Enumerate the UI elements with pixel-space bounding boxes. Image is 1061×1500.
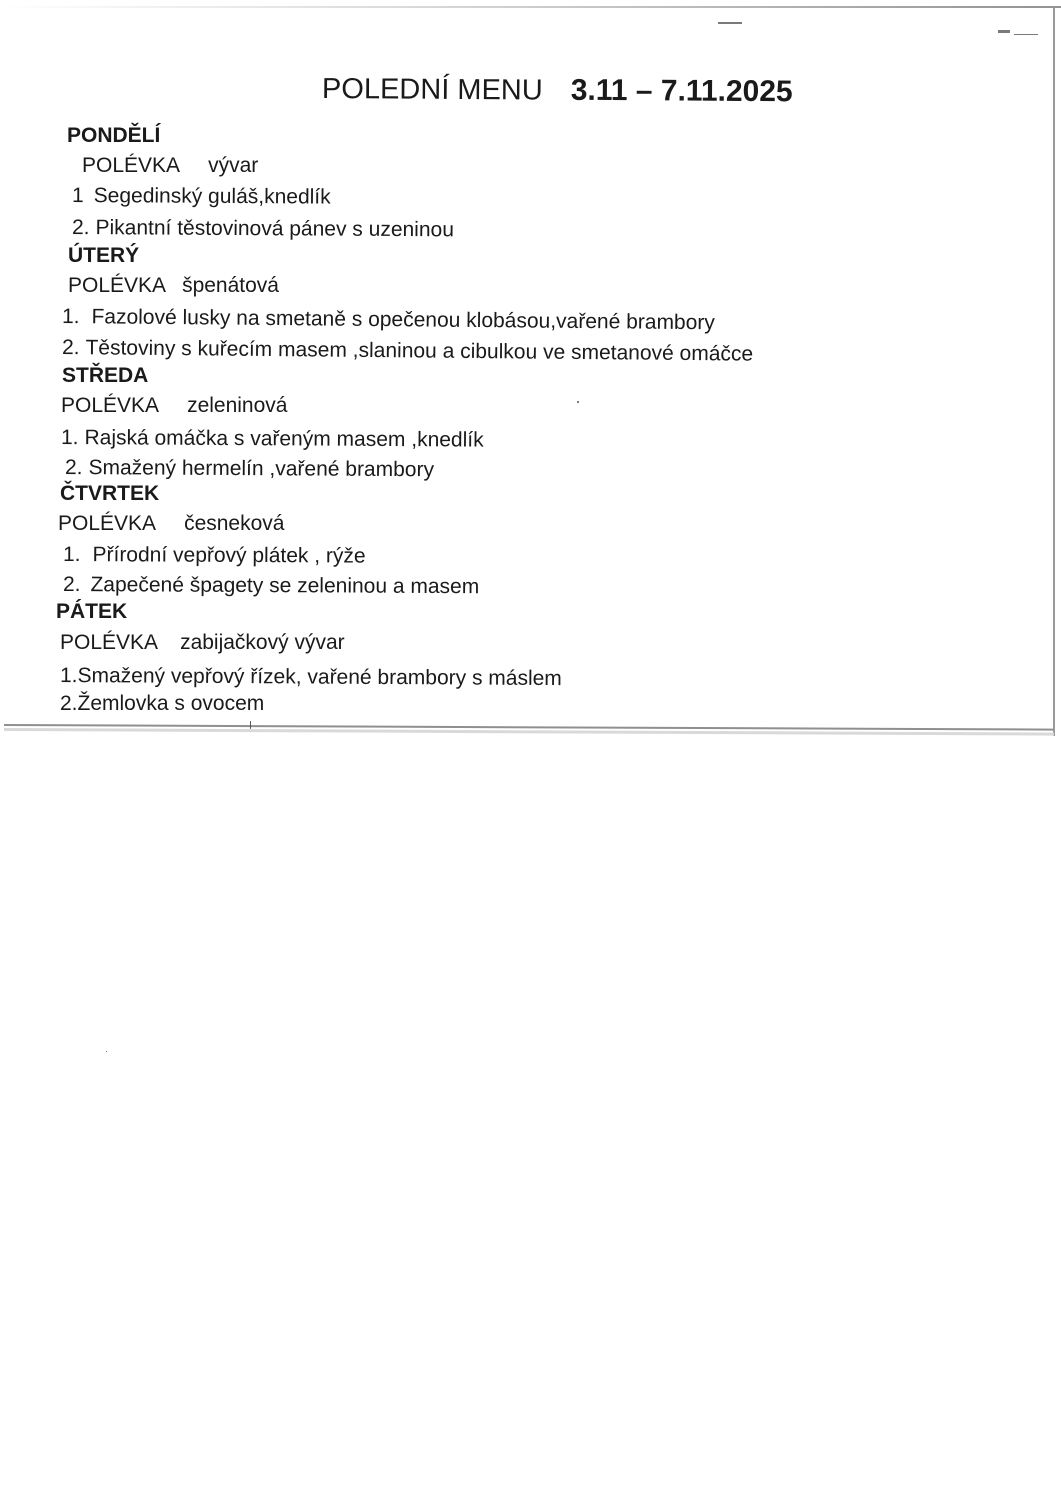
dish-number: 1. [59, 664, 78, 688]
dish-text: Přírodní vepřový plátek , rýže [92, 543, 366, 568]
dish-text: Smažený vepřový řízek, vařené brambory s máslem [77, 664, 562, 691]
day-heading-monday: PONDĚLÍ [67, 124, 161, 147]
soup-label: POLÉVKA [60, 631, 159, 654]
soup-label: POLÉVKA [58, 512, 157, 535]
paper-top-edge [0, 6, 1061, 8]
day-heading-tuesday: ÚTERÝ [68, 244, 140, 267]
dish-text: Segedinský guláš,knedlík [93, 184, 331, 209]
dish-number: 2. [60, 692, 78, 715]
dish-row-wednesday-1 [61, 426, 484, 453]
dish-row-monday-1 [72, 184, 331, 210]
soup-label: POLÉVKA [82, 154, 181, 177]
dish-number: 2. [64, 456, 83, 480]
menu-title [322, 72, 793, 109]
dish-row-friday-1 [60, 664, 562, 691]
dish-number: 1. [60, 426, 79, 450]
soup-row-thursday [58, 512, 284, 536]
scan-speck [106, 1051, 107, 1052]
dish-text: Zapečené špagety se zeleninou a masem [90, 573, 480, 599]
scan-mark [998, 30, 1010, 33]
soup-value: vývar [208, 154, 259, 177]
dish-number: 2. [71, 216, 90, 240]
dish-text: Žemlovka s ovocem [77, 692, 265, 715]
scan-speck [250, 721, 251, 729]
dish-row-wednesday-2 [65, 456, 434, 482]
dish-number: 1 [71, 184, 84, 208]
soup-label: POLÉVKA [68, 274, 167, 297]
soup-value: česneková [184, 512, 285, 535]
soup-row-friday [60, 631, 345, 655]
soup-row-wednesday [61, 394, 287, 418]
soup-row-monday [82, 154, 258, 178]
dish-text: Smažený hermelín ,vařené brambory [88, 456, 435, 482]
dish-number: 1. [62, 543, 81, 567]
dish-number: 2. [61, 336, 80, 360]
dish-row-tuesday-2 [62, 336, 753, 367]
dish-row-thursday-1 [63, 543, 366, 569]
scan-mark [718, 22, 742, 24]
soup-label: POLÉVKA [61, 394, 160, 417]
soup-row-tuesday [68, 274, 279, 298]
dish-row-friday-2 [60, 692, 264, 716]
day-heading-friday: PÁTEK [56, 600, 128, 623]
dish-text: Pikantní těstovinová pánev s uzeninou [95, 216, 454, 242]
dish-number: 2. [62, 573, 81, 597]
soup-value: špenátová [182, 274, 279, 297]
dish-row-thursday-2 [63, 573, 479, 599]
day-heading-wednesday: STŘEDA [62, 364, 149, 387]
soup-value: zabijačkový vývar [180, 631, 345, 654]
dish-text: Rajská omáčka s vařeným masem ,knedlík [84, 426, 484, 452]
dish-row-tuesday-1 [62, 305, 715, 335]
scan-speck [577, 401, 579, 403]
menu-date-range: 3.11 – 7.11.2025 [570, 73, 793, 109]
paper-right-edge [1053, 8, 1055, 736]
day-heading-thursday: ČTVRTEK [60, 482, 160, 505]
menu-title-text: POLEDNÍ MENU [321, 73, 543, 107]
dish-text: Těstoviny s kuřecím masem ,slaninou a cibulkou ve smetanové omáčce [85, 336, 754, 366]
soup-value: zeleninová [187, 394, 288, 417]
dish-number: 1. [61, 305, 80, 329]
dish-text: Fazolové lusky na smetaně s opečenou klobásou,vařené brambory [91, 305, 715, 335]
dish-row-monday-2 [72, 216, 454, 242]
scan-mark [1014, 34, 1038, 35]
